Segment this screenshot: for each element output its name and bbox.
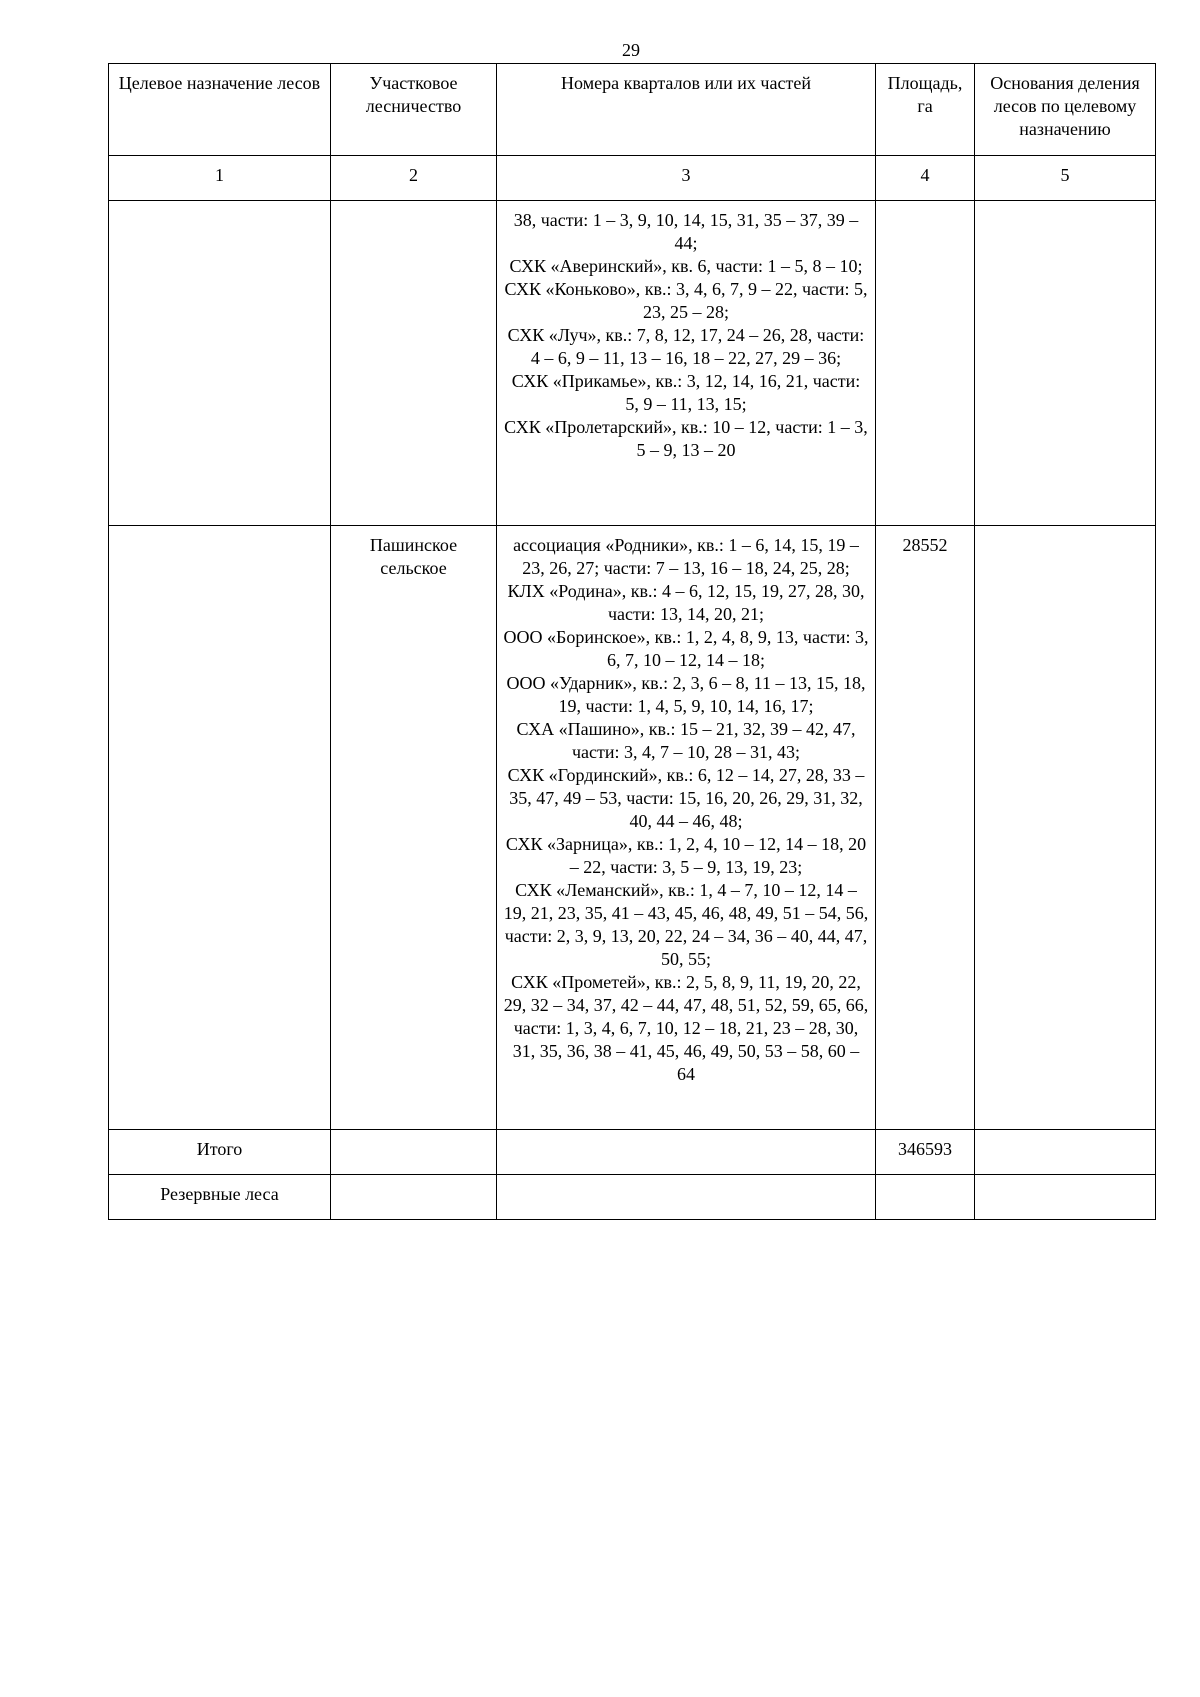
block-entry: СХК «Луч», кв.: 7, 8, 12, 17, 24 – 26, 28, части: 4 – 6, 9 – 11, 13 – 16, 18 – 22, 27, 29 – 36; — [507, 325, 865, 368]
block-entry: КЛХ «Родина», кв.: 4 – 6, 12, 15, 19, 27, 28, 30, части: 13, 14, 20, 21; — [507, 581, 865, 624]
empty-cell — [876, 1175, 975, 1220]
block-entry: СХК «Аверинский», кв. 6, части: 1 – 5, 8 – 10; — [509, 256, 863, 276]
area-cell — [876, 201, 975, 526]
block-entry: ООО «Ударник», кв.: 2, 3, 6 – 8, 11 – 13, 15, 18, 19, части: 1, 4, 5, 9, 10, 14, 16, 17; — [506, 673, 866, 716]
column-number: 1 — [109, 156, 331, 201]
reserve-label: Резервные леса — [109, 1175, 331, 1220]
total-area: 346593 — [876, 1130, 975, 1175]
block-entry: СХК «Прикамье», кв.: 3, 12, 14, 16, 21, части: 5, 9 – 11, 13, 15; — [511, 371, 861, 414]
purpose-cell — [109, 201, 331, 526]
column-number: 5 — [975, 156, 1156, 201]
reserve-row — [109, 1175, 1156, 1220]
block-entry: 38, части: 1 – 3, 9, 10, 14, 15, 31, 35 – 37, 39 – 44; — [513, 210, 859, 253]
header-purpose: Целевое назначение лесов — [109, 64, 331, 156]
block-entry: ассоциация «Родники», кв.: 1 – 6, 14, 15, 19 – 23, 26, 27; части: 7 – 13, 16 – 18, 24, 25, 28; — [513, 535, 859, 578]
blocks-cell — [497, 526, 876, 1130]
block-entry: СХК «Пролетарский», кв.: 10 – 12, части: 1 – 3, 5 – 9, 13 – 20 — [504, 417, 868, 460]
column-number-row — [109, 156, 1156, 201]
table-header-row — [109, 64, 1156, 156]
empty-cell — [497, 1175, 876, 1220]
header-basis: Основания деления лесов по целевому назначению — [975, 64, 1156, 156]
empty-cell — [331, 1175, 497, 1220]
forestry-cell — [331, 201, 497, 526]
block-entry: СХК «Гординский», кв.: 6, 12 – 14, 27, 28, 33 – 35, 47, 49 – 53, части: 15, 16, 20, 26, 29, 31, 32, 40, 44 – 46, 48; — [507, 765, 865, 831]
block-entry: СХК «Леманский», кв.: 1, 4 – 7, 10 – 12, 14 – 19, 21, 23, 35, 41 – 43, 45, 46, 48, 49, 51 – 54, 56, части: 2, 3, 9, 13, 20, 22, 24 – 34, 36 – 40, 44, 47, 50, 55; — [503, 880, 869, 969]
header-blocks: Номера кварталов или их частей — [497, 64, 876, 156]
empty-cell — [331, 1130, 497, 1175]
page-number: 29 — [622, 40, 640, 60]
blocks-cell — [497, 201, 876, 526]
table-row — [109, 526, 1156, 1130]
basis-cell — [975, 201, 1156, 526]
total-row — [109, 1130, 1156, 1175]
block-entry: СХК «Коньково», кв.: 3, 4, 6, 7, 9 – 22, части: 5, 23, 25 – 28; — [504, 279, 868, 322]
forestry-cell: Пашинское сельское — [331, 526, 497, 1130]
column-number: 2 — [331, 156, 497, 201]
empty-cell — [975, 1175, 1156, 1220]
header-area: Площадь, га — [876, 64, 975, 156]
block-entry: СХА «Пашино», кв.: 15 – 21, 32, 39 – 42, 47, части: 3, 4, 7 – 10, 28 – 31, 43; — [516, 719, 856, 762]
purpose-cell — [109, 526, 331, 1130]
empty-cell — [975, 1130, 1156, 1175]
area-cell: 28552 — [876, 526, 975, 1130]
total-label: Итого — [109, 1130, 331, 1175]
block-entry: СХК «Зарница», кв.: 1, 2, 4, 10 – 12, 14 – 18, 20 – 22, части: 3, 5 – 9, 13, 19, 23; — [505, 834, 867, 877]
column-number: 3 — [497, 156, 876, 201]
column-number: 4 — [876, 156, 975, 201]
forest-purpose-table — [108, 63, 1156, 1220]
block-entry: СХК «Прометей», кв.: 2, 5, 8, 9, 11, 19, 20, 22, 29, 32 – 34, 37, 42 – 44, 47, 48, 51, 52, 59, 65, 66, части: 1, 3, 4, 6, 7, 10, 12 – 18, 21, 23 – 28, 30, 31, 35, 36, 38 – 41, 45, 46, 49, 50, 53 – 58, 60 – 64 — [503, 972, 869, 1084]
empty-cell — [497, 1130, 876, 1175]
basis-cell — [975, 526, 1156, 1130]
block-entry: ООО «Боринское», кв.: 1, 2, 4, 8, 9, 13, части: 3, 6, 7, 10 – 12, 14 – 18; — [503, 627, 869, 670]
table-row — [109, 201, 1156, 526]
header-forestry: Участковое лесничество — [331, 64, 497, 156]
